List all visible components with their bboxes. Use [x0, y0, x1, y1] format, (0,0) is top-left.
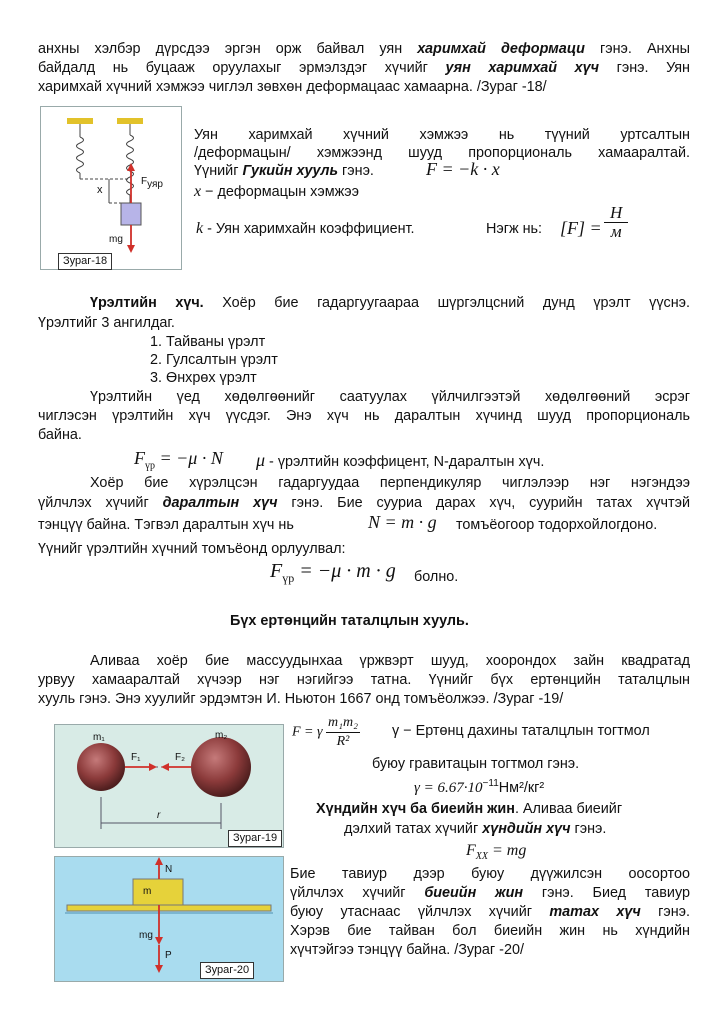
friction-line-2: Үрэлтийг 3 ангилдаг. [38, 315, 175, 331]
plank [67, 905, 271, 911]
weight-line-3: Бие тавиур дээр буюу дүүжилсэн оосортоо [290, 866, 690, 882]
gravity-line-2: урвуу хамааралтай хүчээр нэг нэгийгээ татна. Үүнийг бүх ертөнцийн таталцлын [38, 672, 690, 688]
friction-line-1: Үрэлтийн хүч. Хоёр бие гадаргуугаараа шүргэлцсний дунд үрэлт үүснэ. [90, 295, 690, 311]
gravity-line-3: хууль гэнэ. Энэ хуулийг эрдэмтэн И. Ньютон 1667 онд томъёолжээ. /Зураг -19/ [38, 691, 564, 707]
figure-20-caption: Зураг-20 [200, 962, 254, 979]
gravity-constant-description: γ − Ертөнц дахины таталцлын тогтмол [392, 723, 650, 739]
fig18-x-label: x [97, 184, 103, 196]
gravity-heading: Бүх ертөнцийн таталцлын хууль. [230, 613, 469, 629]
hooke-formula: F = −k · x [426, 159, 500, 179]
weight-line-2: дэлхий татах хүчийг хүндийн хүч гэнэ. [344, 821, 607, 837]
friction-line-8: тэнцүү байна. Тэгвэл даралтын хүч нь [38, 517, 294, 533]
hooke-k-description: k - Уян харимхайн коэффициент. [196, 220, 415, 237]
fig20-p-label: P [165, 950, 172, 961]
hooke-unit-f: [F] = [560, 218, 602, 238]
fig20-mg-label: mg [139, 930, 153, 941]
hooke-line-1: Уян харимхай хүчний хэмжээ нь түүний уртсалтын [194, 127, 690, 143]
mass-1-ball [77, 743, 125, 791]
hooke-x-description: x − деформацын хэмжээ [194, 183, 359, 200]
ceiling-mount-right [117, 118, 143, 124]
gravity-force-formula: $F_{XX}$ = mg [466, 842, 527, 863]
weight-line-6: Хэрэв бие тайван бол биеийн жин нь хүндийн [290, 923, 690, 939]
gravity-constant-value: $\gamma = 6.67\cdot 10^{-11}Нм^2$/кг² [414, 778, 545, 796]
figure-18 [40, 106, 182, 270]
fig19-m1-label: m₁ [93, 732, 105, 743]
friction-substituted-formula: $F_{үр} = -\mu \cdot m \cdot g$ [270, 560, 396, 585]
ceiling-mount-left [67, 118, 93, 124]
friction-line-5: байна. [38, 427, 82, 443]
hooke-line-3: Үүнийг Гукийн хууль гэнэ. [194, 163, 374, 179]
weight-line-1: Хүндийн хүч ба биеийн жин. Аливаа биеийг [316, 801, 623, 817]
friction-formula: $F_{үр} = -\mu \cdot N$ [134, 448, 223, 472]
hooke-line-2: /деформацын/ хэмжээнд шууд пропорциональ хамааралтай. [194, 145, 690, 161]
friction-list-item: 3. Өнхрөх үрэлт [150, 370, 257, 386]
intro-line-2: байдалд нь буцааж оруулахыг эрмэлздэг хүчийг уян харимхай хүч гэнэ. Уян [38, 60, 691, 76]
fig18-weight-label: mg [109, 234, 123, 245]
friction-line-3: Үрэлтийн үед хөдөлгөөнийг саатуулах үйлчилгээтэй хөдөлгөөний эсрэг [90, 389, 690, 405]
figure-19-caption: Зураг-19 [228, 830, 282, 847]
hanging-weight [121, 203, 141, 225]
hooke-unit-label: Нэгж нь: [486, 221, 543, 237]
figure-19-drawing [55, 725, 283, 847]
gravity-line-1: Аливаа хоёр бие массуудынхаа үржвэрт шууд, хоорондох зайн квадратад [90, 653, 690, 669]
spring-left [77, 137, 84, 173]
fig19-m2-label: m₂ [215, 730, 228, 741]
fig20-m-label: m [143, 886, 152, 897]
friction-line-6: Хоёр бие хүрэлцсэн гадаргуудаа перпендикуляр чиглэлээр нэг нэгэндээ [90, 475, 690, 491]
weight-line-7: хүчтэйгээ тэнцүү байна. /Зураг -20/ [290, 942, 524, 958]
friction-mu-description: μ - үрэлтийн коэффицент, N-даралтын хүч. [256, 450, 545, 470]
gravity-formula: F = γ $\frac{\text{m₁m₂}}{\text{R²}}$ [292, 715, 358, 749]
fig18-force-label: $F_{уяр}$ [141, 176, 163, 190]
block [133, 879, 183, 905]
normal-force-formula: N = m · g [368, 512, 437, 532]
friction-list-item: 1. Тайваны үрэлт [150, 334, 266, 350]
friction-line-4: чиглэсэн үрэлтийн хүч үүсдэг. Энэ хүч нь даралтын хүчинд шууд пропорциональ [38, 408, 690, 424]
fig19-f2-label: F₂ [175, 752, 185, 763]
hooke-unit-fraction: Н м [604, 204, 628, 241]
weight-line-4: үйлчлэх хүчийг биеийн жин гэнэ. Биед тавиур [290, 885, 690, 901]
gravity-constant-description-2: буюу гравитацын тогтмол гэнэ. [372, 756, 580, 772]
weight-line-5: буюу утаснаас үйлчлэх хүчийг татах хүч гэнэ. [290, 904, 691, 920]
friction-line-8b: томъёогоор тодорхойлогдоно. [456, 517, 658, 533]
friction-list-item: 2. Гулсалтын үрэлт [150, 352, 278, 368]
intro-line-3: харимхай хүчний хэмжээ чиглэл зөвхөн деформацаас хамаарна. /Зураг -18/ [38, 79, 547, 95]
friction-line-9: Үүнийг үрэлтийн хүчний томъёонд орлуулвал: [38, 541, 346, 557]
figure-18-caption: Зураг-18 [58, 253, 112, 270]
fig19-f1-label: F₁ [131, 752, 141, 763]
friction-formula-suffix: болно. [414, 569, 459, 585]
intro-line-1: анхны хэлбэр дүрсдээ эргэн орж байвал уян харимхай деформаци гэнэ. Анхны [38, 41, 690, 57]
friction-line-7: үйлчлэх хүчийг даралтын хүч гэнэ. Бие сууриа дарах хүч, суурийн татах хүчтэй [38, 495, 690, 511]
fig19-r-label: r [157, 810, 161, 821]
fig20-n-label: N [165, 864, 173, 875]
mass-2-ball [191, 737, 251, 797]
